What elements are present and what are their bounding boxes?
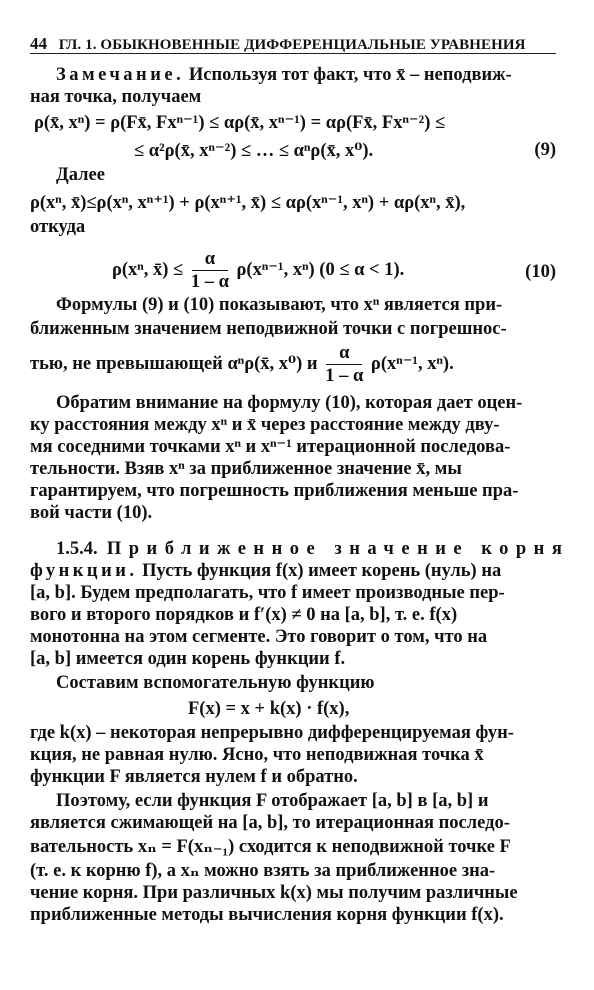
p2-line-6: вой части (10).	[30, 503, 153, 523]
p4-line-1: Поэтому, если функция F отображает [a, b] в [a, b] и	[56, 791, 489, 811]
header-rule	[30, 53, 556, 54]
section-heading-line	[56, 538, 569, 560]
section-line-3: вого и второго порядков и f′(x) ≠ 0 на [a, b], т. е. f(x)	[30, 605, 458, 625]
further-word: Далее	[56, 165, 105, 185]
page-number: 44	[30, 34, 48, 53]
section-title: Приближенное значение корня	[106, 539, 570, 559]
eq9-number: (9)	[534, 140, 556, 160]
p4-line-5: чение корня. При различных k(x) мы получим различные	[30, 883, 518, 903]
p3-line-3: кция, не равная нулю. Ясно, что неподвижная точка x̄	[30, 745, 484, 765]
eq10-den: 1 – α	[190, 272, 229, 292]
section-line-5: [a, b] имеется один корень функции f.	[30, 649, 346, 669]
p2-line-4: тельности. Взяв xⁿ за приближенное значение x̄, мы	[30, 459, 462, 479]
section-line-4: монотонна на этом сегменте. Это говорит о том, что на	[30, 627, 488, 647]
p4-line-6: приближенные методы вычисления корня функции f(x).	[30, 905, 504, 925]
eq10-fraction	[191, 248, 229, 293]
running-title: ГЛ. 1. ОБЫКНОВЕННЫЕ ДИФФЕРЕНЦИАЛЬНЫЕ УРАВНЕНИЯ	[58, 37, 526, 53]
p3-formula: F(x) = x + k(x) · f(x),	[188, 699, 350, 719]
eq10-left: ρ(xⁿ, x̄) ≤	[112, 259, 184, 280]
p4-line-4: (т. е. к корню f), а xₙ можно взять за приближенное зна-	[30, 861, 496, 881]
ineq-line: ρ(xⁿ, x̄)≤ρ(xⁿ, xⁿ⁺¹) + ρ(xⁿ⁺¹, x̄) ≤ αρ(xⁿ⁻¹, xⁿ) + αρ(xⁿ, x̄),	[30, 193, 466, 213]
eq10-number: (10)	[525, 262, 556, 282]
p2-line-2: ку расстояния между xⁿ и x̄ через расстояние между дву-	[30, 415, 500, 435]
section-text: Пусть функция f(x) имеет корень (нуль) на	[137, 561, 502, 581]
section-title-cont: функции.	[30, 561, 138, 581]
whence-word: откуда	[30, 217, 86, 237]
p1-line-2: ближенным значением неподвижной точки с погрешнос-	[30, 319, 507, 339]
p3-line-1: Составим вспомогательную функцию	[56, 673, 375, 693]
eq10	[112, 248, 404, 293]
p2-line-1: Обратим внимание на формулу (10), которая дает оцен-	[56, 393, 523, 413]
eq10-right: ρ(xⁿ⁻¹, xⁿ) (0 ≤ α < 1).	[236, 259, 405, 280]
remark-text: Используя тот факт, что x̄ – неподвиж-	[184, 65, 512, 85]
p1-num: α	[339, 343, 350, 363]
remark-line-1	[56, 64, 512, 86]
p1-fraction	[325, 342, 363, 387]
running-header	[30, 34, 558, 54]
p1-line-3	[30, 342, 454, 387]
p1-line-3b: ρ(xⁿ⁻¹, xⁿ).	[370, 353, 454, 374]
p3-line-4: функции F является нулем f и обратно.	[30, 767, 358, 787]
p4-line-2: является сжимающей на [a, b], то итерационная последо-	[30, 813, 510, 833]
section-line-2: [a, b]. Будем предполагать, что f имеет производные пер-	[30, 583, 505, 603]
p2-line-5: гарантируем, что погрешность приближения меньше пра-	[30, 481, 519, 501]
eq9-line-2: ≤ α²ρ(x̄, xⁿ⁻²) ≤ … ≤ αⁿρ(x̄, x⁰).	[134, 141, 374, 161]
p1-line-3a: тью, не превышающей αⁿρ(x̄, x⁰) и	[30, 353, 318, 374]
eq10-num: α	[204, 249, 216, 269]
p2-line-3: мя соседними точками xⁿ и xⁿ⁻¹ итерационной последова-	[30, 437, 511, 457]
p1-line-1: Формулы (9) и (10) показывают, что xⁿ является при-	[56, 295, 503, 315]
remark-line-2: ная точка, получаем	[30, 87, 202, 107]
p3-line-2: где k(x) – некоторая непрерывно дифференцируемая фун-	[30, 723, 514, 743]
eq9-line-1: ρ(x̄, xⁿ) = ρ(Fx̄, Fxⁿ⁻¹) ≤ αρ(x̄, xⁿ⁻¹) = αρ(Fx̄, Fxⁿ⁻²) ≤	[34, 113, 446, 133]
remark-label: Замечание.	[56, 65, 185, 85]
p4-line-3: вательность xₙ = F(xₙ₋₁) сходится к неподвижной точке F	[30, 837, 511, 857]
section-line-1	[30, 560, 501, 582]
p1-den: 1 – α	[325, 366, 364, 386]
section-number: 1.5.4.	[56, 539, 98, 559]
